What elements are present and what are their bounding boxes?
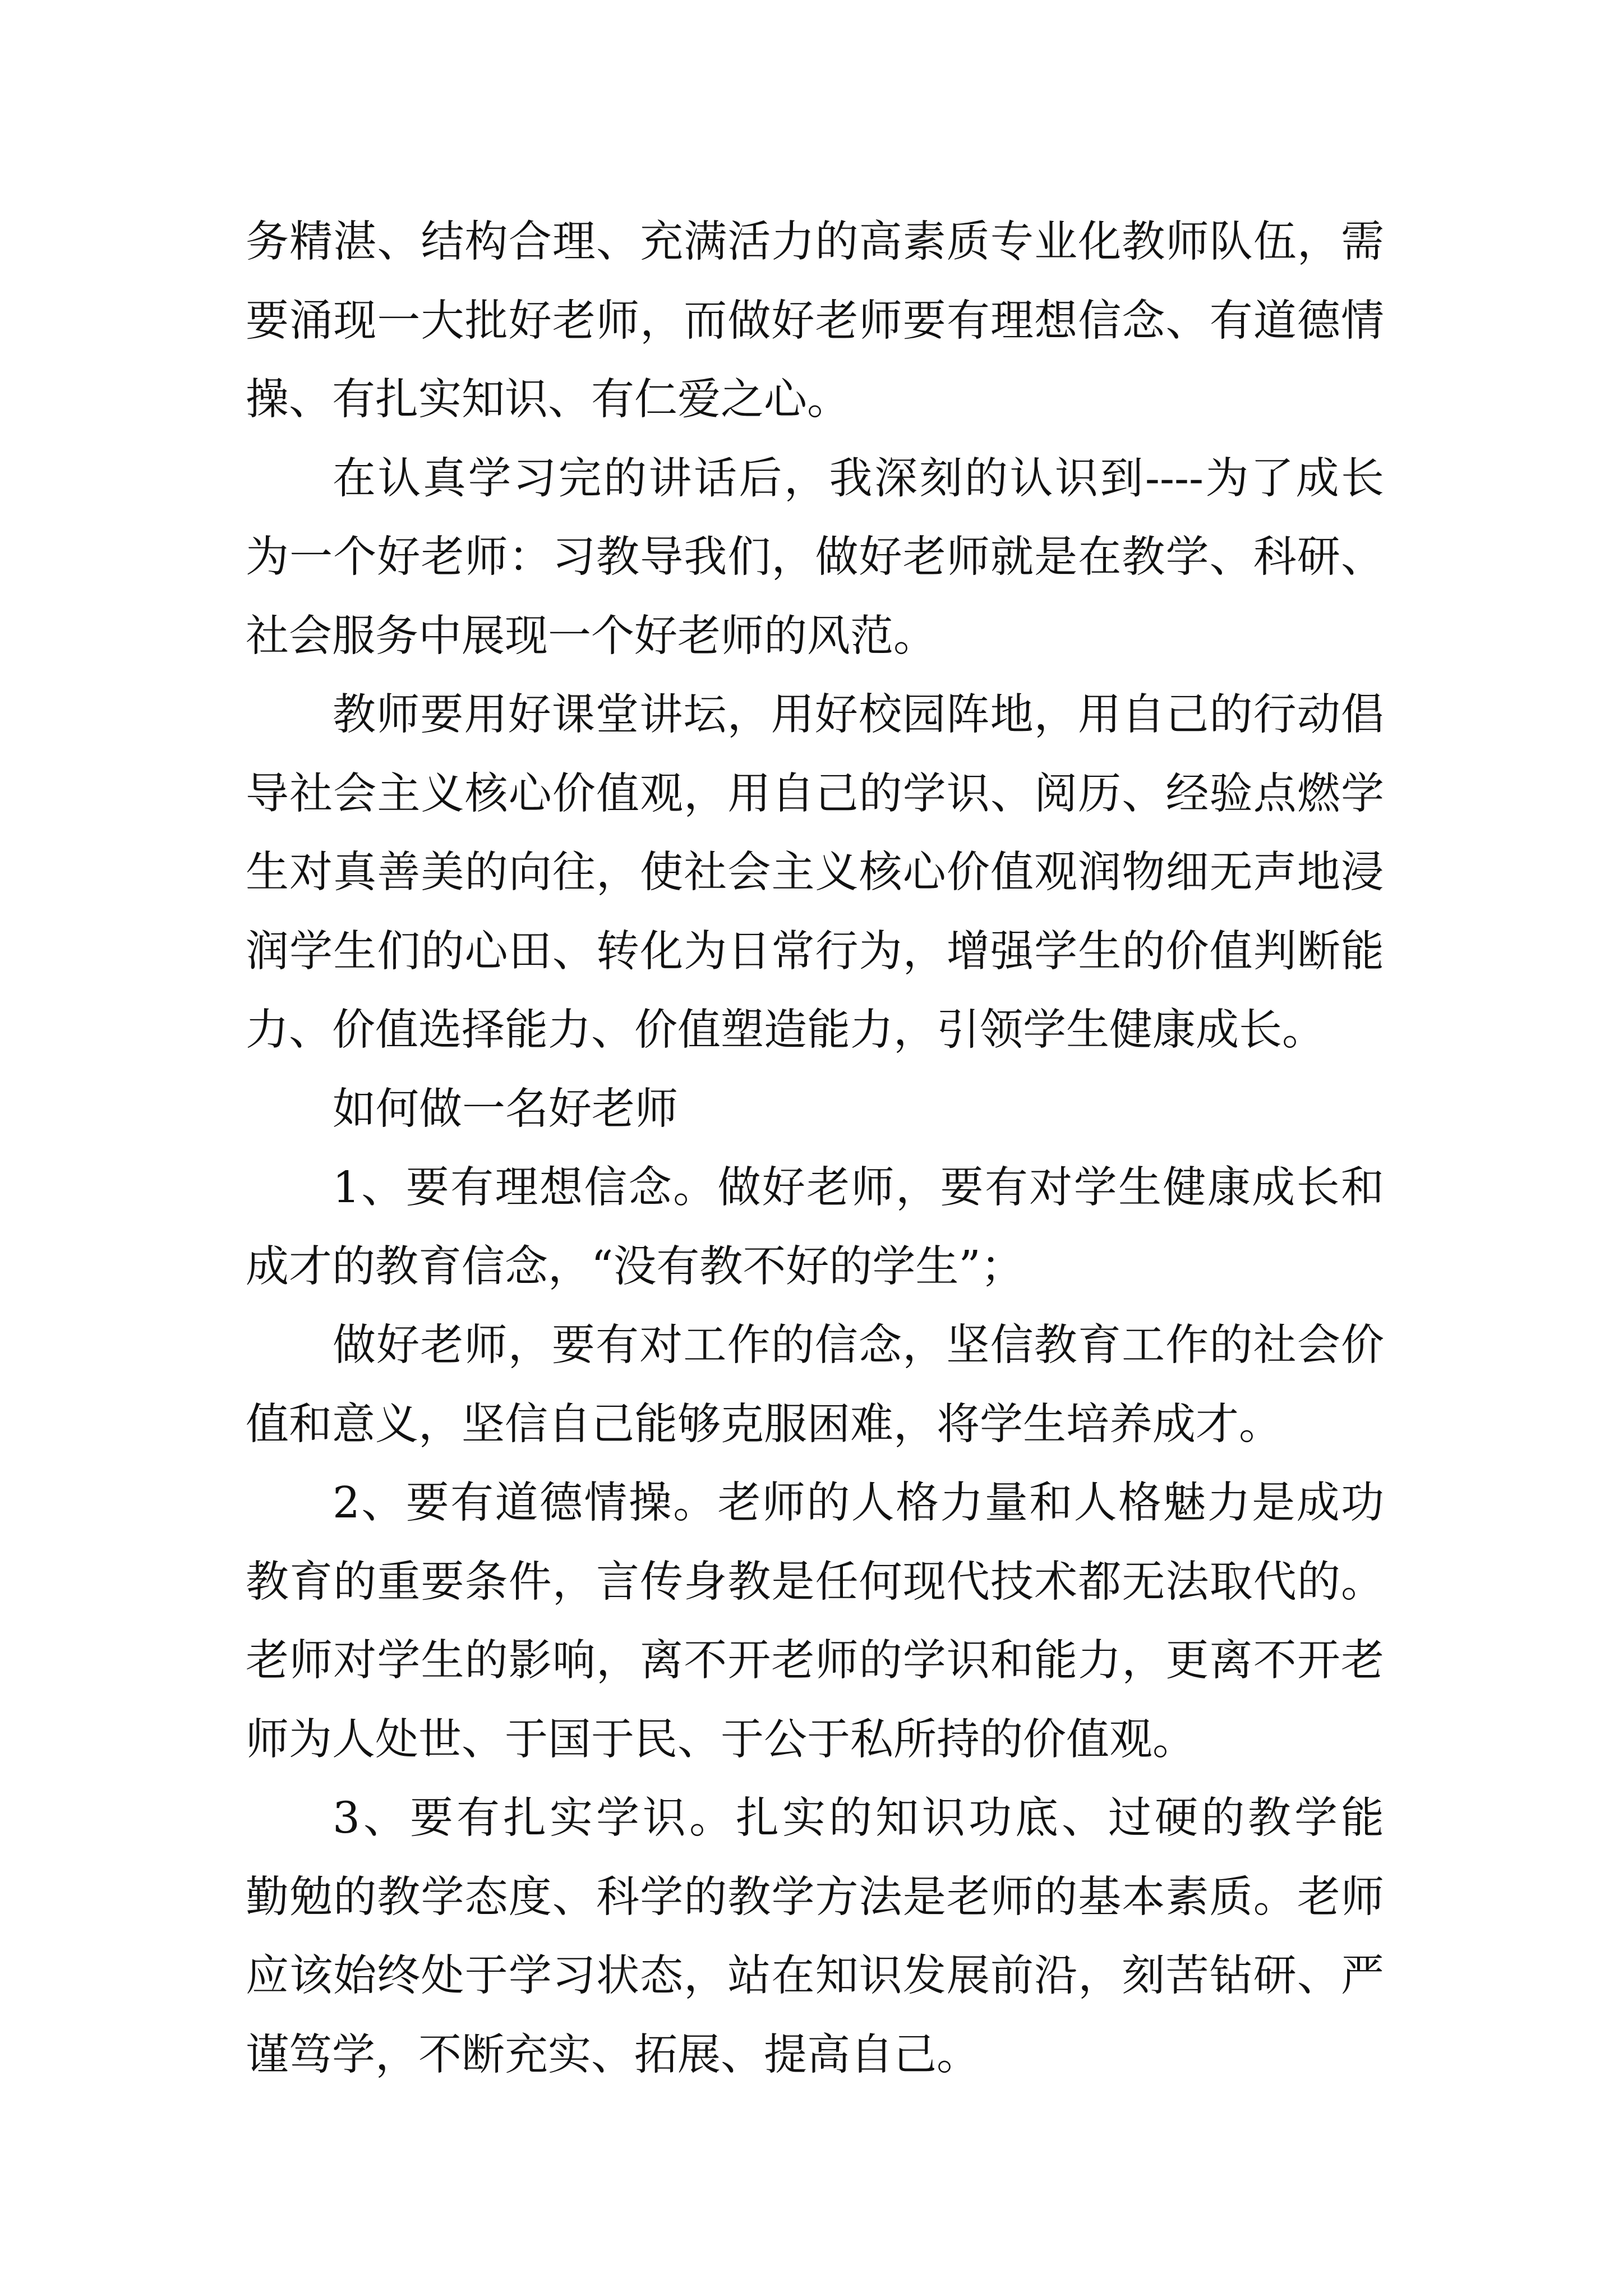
text-line-4: 在认真学习完的讲话后，我深刻的认识到----为了成长: [333, 453, 1384, 504]
text-line-11: 力、价值选择能力、价值塑造能力，引领学生健康成长。: [246, 1005, 1325, 1055]
text-line-5: 为一个好老师：习教导我们，做好老师就是在教学、科研、: [246, 532, 1384, 582]
text-line-2: 要涌现一大批好老师，而做好老师要有理想信念、有道德情: [246, 296, 1384, 346]
text-line-15: 做好老师，要有对工作的信念，坚信教育工作的社会价: [333, 1320, 1384, 1370]
text-line-23: 应该始终处于学习状态，站在知识发展前沿，刻苦钻研、严: [246, 1951, 1384, 2001]
text-line-10: 润学生们的心田、转化为日常行为，增强学生的价值判断能: [246, 926, 1384, 977]
text-line-17: 2、要有道德情操。老师的人格力量和人格魅力是成功: [333, 1478, 1384, 1528]
text-line-24: 谨笃学，不断充实、拓展、提高自己。: [246, 2030, 980, 2080]
section-heading: 如何做一名好老师: [333, 1084, 678, 1134]
body-text: [246, 203, 1384, 2095]
text-line-18: 教育的重要条件，言传身教是任何现代技术都无法取代的。: [246, 1557, 1384, 1607]
text-line-7: 教师要用好课堂讲坛，用好校园阵地，用自己的行动倡: [333, 690, 1384, 740]
text-line-1: 务精湛、结构合理、充满活力的高素质专业化教师队伍，需: [246, 217, 1384, 267]
text-line-8: 导社会主义核心价值观，用自己的学识、阅历、经验点燃学: [246, 769, 1384, 819]
text-line-16: 值和意义，坚信自己能够克服困难，将学生培养成才。: [246, 1399, 1282, 1450]
text-line-20: 师为人处世、于国于民、于公于私所持的价值观。: [246, 1714, 1196, 1765]
text-line-3: 操、有扎实知识、有仁爱之心。: [246, 375, 850, 425]
text-line-14: 成才的教育信念，“没有教不好的学生”；: [246, 1241, 1024, 1292]
text-line-21: 3、要有扎实学识。扎实的知识功底、过硬的教学能: [333, 1793, 1384, 1843]
text-line-13: 1、要有理想信念。做好老师，要有对学生健康成长和: [333, 1163, 1384, 1213]
text-line-9: 生对真善美的向往，使社会主义核心价值观润物细无声地浸: [246, 848, 1384, 898]
text-line-6: 社会服务中展现一个好老师的风范。: [246, 611, 937, 661]
text-line-19: 老师对学生的影响，离不开老师的学识和能力，更离不开老: [246, 1636, 1384, 1686]
text-line-22: 勤勉的教学态度、科学的教学方法是老师的基本素质。老师: [246, 1872, 1384, 1922]
